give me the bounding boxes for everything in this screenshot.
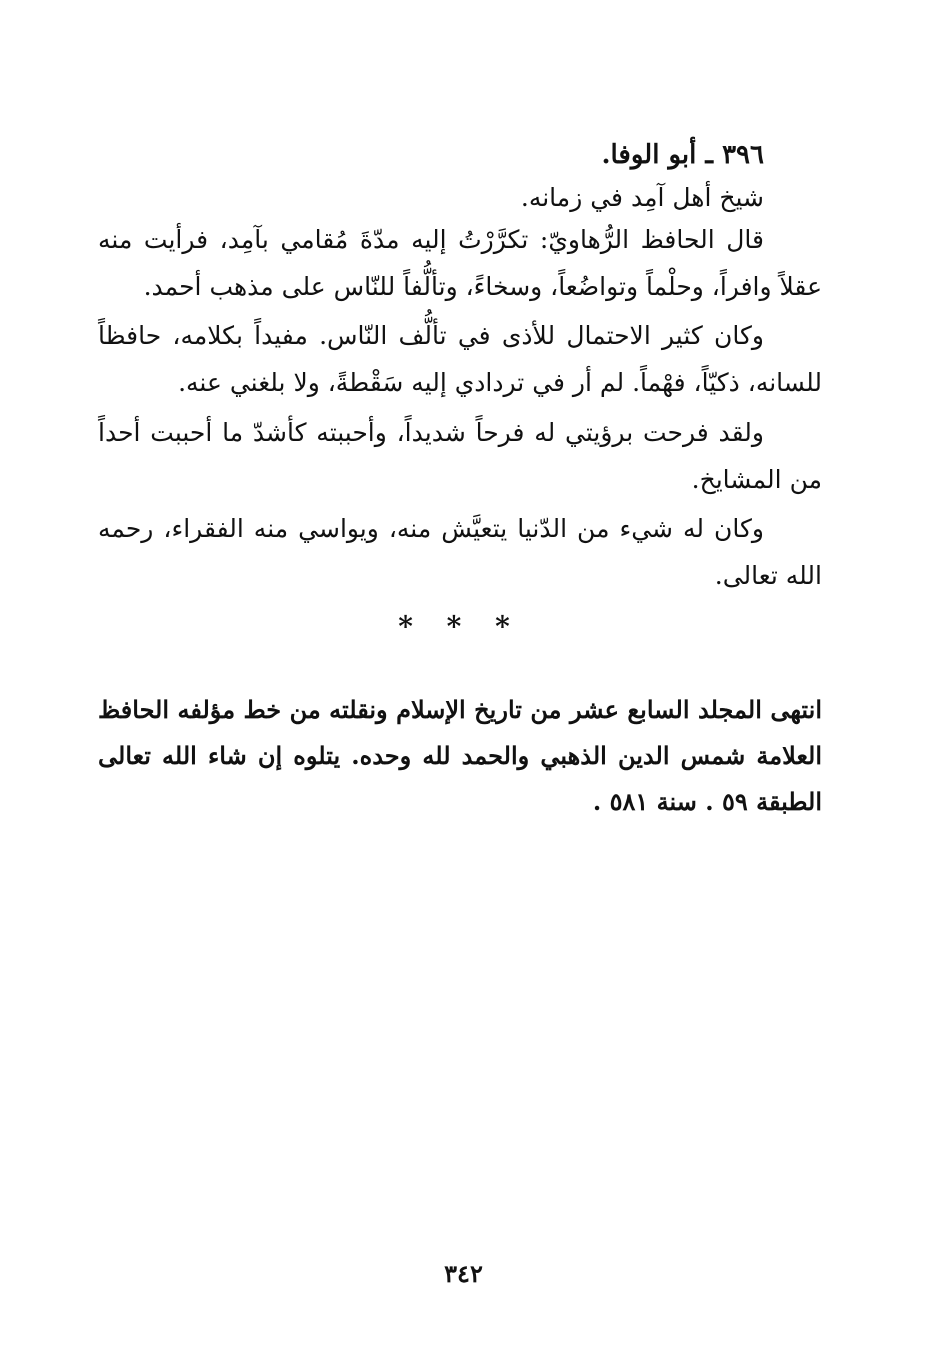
entry-title: ٣٩٦ ـ أبو الوفا. — [601, 140, 764, 170]
page-number: ٣٤٢ — [444, 1259, 483, 1288]
entry-paragraph-2: وكان كثير الاحتمال للأذى في تألُّف النّاس. مفيداً بكلامه، حافظاً للسانه، ذكيّاً، فهْماً. لم أر في تردادي إليه سَقْطةً، ولا بلغني عنه. — [98, 321, 822, 397]
entry-paragraph-4: وكان له شيء من الدّنيا يتعيَّش منه، ويواسي منه الفقراء، رحمه الله تعالى. — [98, 514, 822, 590]
volume-colophon: انتهى المجلد السابع عشر من تاريخ الإسلام ونقلته من خط مؤلفه الحافظ العلامة شمس الدين الذهبي والحمد لله وحده. يتلوه إن شاء الله تعالى الطبقة ٥٩ . سنة ٥٨١ . — [98, 695, 822, 816]
entry-paragraph-1: قال الحافظ الرُّهاويّ: تكرَّرْتُ إليه مدّةَ مُقامي بآمِد، فرأيت منه عقلاً وافراً، وحلْماً وتواضُعاً، وسخاءً، وتألُّفاً للنّاس على مذهب أحمد. — [98, 225, 822, 301]
entry-paragraph-3: ولقد فرحت برؤيتي له فرحاً شديداً، وأحببته كأشدّ ما أحببت أحداً من المشايخ. — [98, 418, 822, 494]
entry-intro: شيخ أهل آمِد في زمانه. — [520, 183, 764, 212]
section-separator: * * * — [398, 610, 522, 643]
